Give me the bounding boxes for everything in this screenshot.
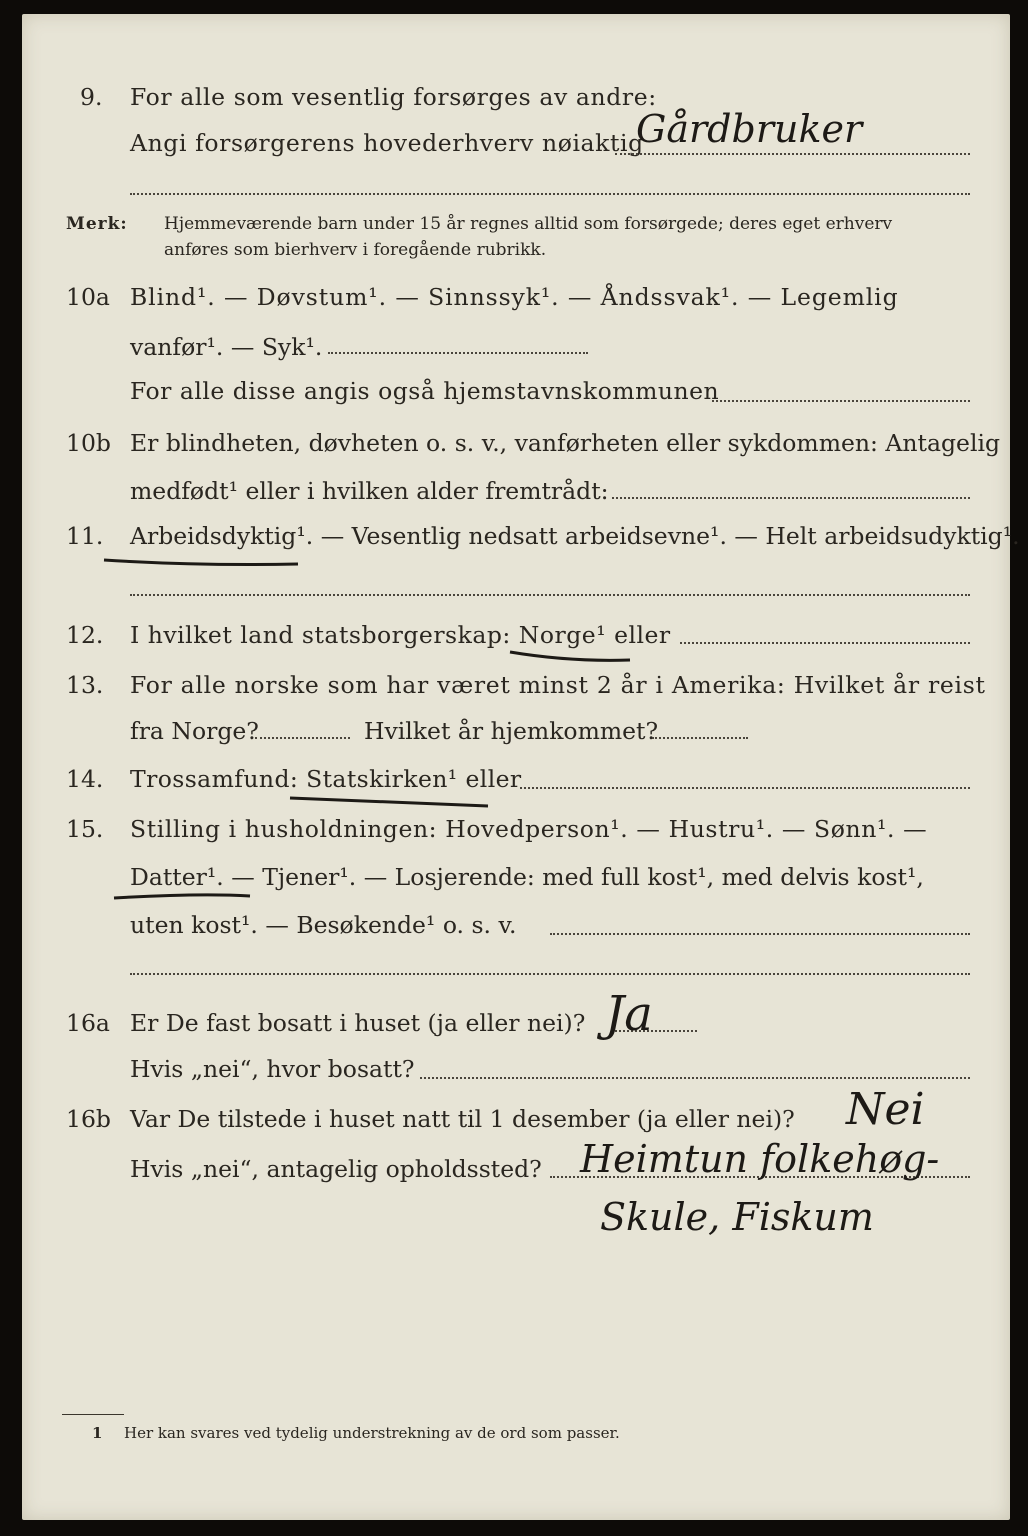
q16b-handwritten-answer: Nei xyxy=(846,1084,925,1135)
underline-statskirken xyxy=(290,798,488,806)
q13-number: 13. xyxy=(66,671,104,699)
q15-line1: Stilling i husholdningen: Hovedperson¹. — Hustru¹. — Sønn¹. — xyxy=(130,815,928,843)
q9-number: 9. xyxy=(80,83,103,111)
q15-line3: uten kost¹. — Besøkende¹ o. s. v. xyxy=(130,911,517,939)
q10a-number: 10a xyxy=(66,283,110,311)
footnote-text: Her kan svares ved tydelig understrekning av de ord som passer. xyxy=(124,1424,620,1442)
q10b-number: 10b xyxy=(66,429,111,457)
q16b-line1: Var De tilstede i huset natt til 1 desember (ja eller nei)? xyxy=(130,1105,795,1133)
q16a-number: 16a xyxy=(66,1009,110,1037)
q16b-handwritten-location-1: Heimtun folkehøg- xyxy=(580,1137,940,1181)
q13-line2b: Hvilket år hjemkommet? xyxy=(364,717,659,745)
q15-number: 15. xyxy=(66,815,104,843)
q10a-line3: For alle disse angis også hjemstavnskommunen xyxy=(130,377,720,405)
underline-arbeidsdyktig xyxy=(104,560,298,565)
merk-line2: anføres som bierhverv i foregående rubrikk. xyxy=(164,240,547,260)
q16a-handwritten-answer: Ja xyxy=(605,986,653,1042)
q10a-line1: Blind¹. — Døvstum¹. — Sinnssyk¹. — Åndssvak¹. — Legemlig xyxy=(130,283,899,311)
q16b-line2: Hvis „nei“, antagelig opholdssted? xyxy=(130,1155,542,1183)
q15-line2: Datter¹. — Tjener¹. — Losjerende: med full kost¹, med delvis kost¹, xyxy=(130,863,924,891)
q16a-line1: Er De fast bosatt i huset (ja eller nei)? xyxy=(130,1009,586,1037)
footnote-mark: 1 xyxy=(92,1424,103,1442)
q13-line2a: fra Norge? xyxy=(130,717,259,745)
q11-line1: Arbeidsdyktig¹. — Vesentlig nedsatt arbeidsevne¹. — Helt arbeidsudyktig¹. xyxy=(130,522,1020,550)
q12-number: 12. xyxy=(66,621,104,649)
q9-line1: For alle som vesentlig forsørges av andre: xyxy=(130,83,657,111)
q10b-line2: medfødt¹ eller i hvilken alder fremtrådt: xyxy=(130,477,609,505)
merk-line1: Hjemmeværende barn under 15 år regnes alltid som forsørgede; deres eget erhverv xyxy=(164,214,893,234)
merk-label: Merk: xyxy=(66,214,128,234)
q16b-handwritten-location-2: Skule, Fiskum xyxy=(600,1195,874,1239)
underline-datter xyxy=(114,895,250,898)
q10b-line1: Er blindheten, døvheten o. s. v., vanførheten eller sykdommen: Antagelig xyxy=(130,429,1001,457)
q9-handwritten-answer: Gårdbruker xyxy=(636,107,863,151)
q16b-number: 16b xyxy=(66,1105,111,1133)
q12-line1: I hvilket land statsborgerskap: Norge¹ eller xyxy=(130,621,671,649)
q14-number: 14. xyxy=(66,765,104,793)
q9-line2: Angi forsørgerens hovederhverv nøiaktig xyxy=(130,129,644,157)
q10a-line2: vanfør¹. — Syk¹. xyxy=(130,333,323,361)
underline-norge xyxy=(510,652,630,660)
q14-line1: Trossamfund: Statskirken¹ eller xyxy=(130,765,522,793)
q13-line1: For alle norske som har været minst 2 år i Amerika: Hvilket år reist xyxy=(130,671,986,699)
q11-number: 11. xyxy=(66,522,104,550)
q16a-line2: Hvis „nei“, hvor bosatt? xyxy=(130,1055,415,1083)
